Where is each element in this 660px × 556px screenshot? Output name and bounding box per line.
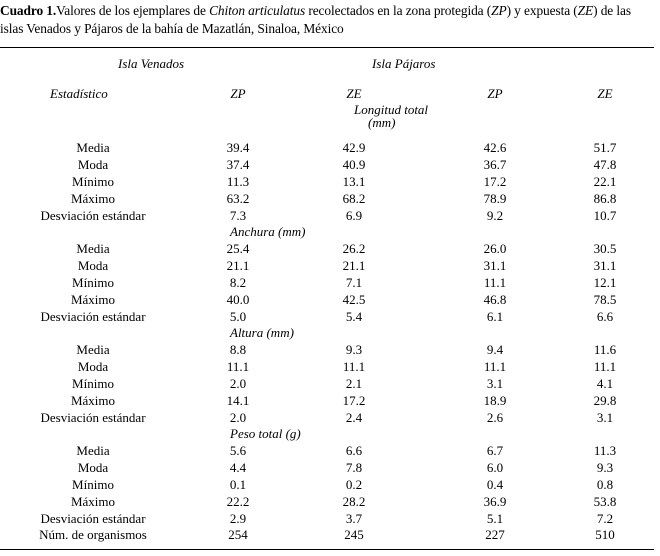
table-cell: 21.1 [342, 257, 366, 273]
table-cell: 31.1 [483, 257, 507, 273]
table-cell: 5.6 [229, 442, 247, 458]
table-cell: 51.7 [593, 140, 617, 155]
table-bottom-rule [0, 549, 654, 550]
table-cell: 2.6 [486, 409, 504, 425]
table-cell: 8.8 [229, 341, 247, 357]
table-cell: 25.4 [226, 240, 250, 256]
table-cell: 6.6 [596, 308, 614, 324]
table-cell: 68.2 [342, 190, 366, 206]
row-label: Mínimo [72, 375, 114, 391]
table-cell: 7.1 [345, 274, 363, 290]
table-cell: 10.7 [593, 207, 617, 223]
table-cell: 36.9 [483, 493, 507, 509]
table-cell: 78.5 [593, 291, 617, 307]
table-cell: 11.1 [483, 274, 507, 290]
table-cell: 13.1 [342, 173, 366, 189]
header-island-venados: Isla Venados [118, 56, 185, 71]
row-label: Mínimo [72, 173, 114, 189]
section-title-unit: (mm) [368, 115, 396, 130]
caption-text-a: Valores de los ejemplares de [56, 3, 210, 18]
table-cell: 46.8 [483, 291, 507, 307]
table-cell: 3.1 [486, 375, 504, 391]
row-label: Media [76, 240, 110, 256]
table-cell: 78.9 [483, 190, 507, 206]
table-cell: 2.4 [345, 409, 363, 425]
row-label: Máximo [70, 291, 116, 307]
caption-text-b: recolectados en la zona protegida ( [305, 3, 492, 18]
table-cell: 6.1 [486, 308, 504, 324]
row-label: Media [76, 442, 110, 458]
table-cell: 7.8 [345, 459, 363, 475]
table-cell: 11.1 [226, 358, 250, 374]
table-cell: 18.9 [483, 392, 507, 408]
row-label: Desviación estándar [40, 510, 146, 526]
caption-text-c: ) y expuesta ( [506, 3, 578, 18]
table-cell: 510 [595, 527, 615, 543]
table-cell: 11.6 [593, 341, 617, 357]
row-label: Desviación estándar [40, 409, 146, 425]
table-cell: 3.1 [596, 409, 614, 425]
table-cell: 29.8 [593, 392, 617, 408]
table-cell: 3.7 [345, 510, 363, 526]
section-title: Peso total (g) [230, 426, 301, 441]
table-cell: 2.9 [229, 510, 247, 526]
header-statistic: Estadístico [50, 86, 108, 101]
row-label: Desviación estándar [40, 308, 146, 324]
row-label: Moda [77, 156, 109, 172]
row-label: Moda [77, 459, 109, 475]
table-cell: 26.0 [483, 240, 507, 256]
header-zp-pajaros: ZP [487, 86, 503, 101]
table-cell: 245 [344, 527, 364, 543]
table-cell: 2.1 [345, 375, 363, 391]
table-cell: 6.6 [345, 442, 363, 458]
table-cell: 17.2 [342, 392, 366, 408]
table-cell: 39.4 [226, 140, 250, 155]
table-cell: 254 [228, 527, 248, 543]
table-cell: 14.1 [226, 392, 250, 408]
table-cell: 0.1 [229, 476, 247, 492]
table-cell: 6.0 [486, 459, 504, 475]
header-zp-venados: ZP [230, 86, 246, 101]
table-cell: 36.7 [483, 156, 507, 172]
table-cell: 6.9 [345, 207, 363, 223]
section-title: Anchura (mm) [230, 224, 306, 239]
table-cell: 7.2 [596, 510, 614, 526]
caption-ze: ZE [577, 3, 594, 18]
table-cell: 6.7 [486, 442, 504, 458]
table-cell: 11.3 [593, 442, 617, 458]
table-cell: 11.1 [342, 358, 366, 374]
table-cell: 2.0 [229, 409, 247, 425]
table-cell: 26.2 [342, 240, 366, 256]
table-cell: 17.2 [483, 173, 507, 189]
table-cell: 31.1 [593, 257, 617, 273]
section-title: Longitud total [354, 102, 429, 117]
table-cell: 0.4 [486, 476, 504, 492]
table-cell: 42.6 [483, 140, 507, 155]
table-cell: 9.3 [345, 341, 363, 357]
row-label: Mínimo [72, 274, 114, 290]
table-cell: 47.8 [593, 156, 617, 172]
row-label: Media [76, 140, 110, 155]
row-label: Mínimo [72, 476, 114, 492]
section-title: Altura (mm) [230, 325, 294, 340]
table-cell: 22.1 [593, 173, 617, 189]
table-cell: 7.3 [229, 207, 247, 223]
table-cell: 9.3 [596, 459, 614, 475]
table-top-rule [0, 47, 654, 48]
table-cell: 40.0 [226, 291, 250, 307]
table-cell: 5.4 [345, 308, 363, 324]
table-cell: 12.1 [593, 274, 617, 290]
header-ze-venados: ZE [346, 86, 362, 101]
table-cell: 0.2 [345, 476, 363, 492]
table-cell: 8.2 [229, 274, 247, 290]
table-caption [0, 2, 656, 38]
table-cell: 2.0 [229, 375, 247, 391]
table-cell: 11.1 [483, 358, 507, 374]
table-cell: 30.5 [593, 240, 617, 256]
row-label: Desviación estándar [40, 207, 146, 223]
caption-zp: ZP [491, 3, 507, 18]
table-cell: 37.4 [226, 156, 250, 172]
caption-label: Cuadro 1. [0, 3, 57, 18]
table-cell: 40.9 [342, 156, 366, 172]
row-label: Máximo [70, 493, 116, 509]
table-cell: 11.1 [593, 358, 617, 374]
table-cell: 5.0 [229, 308, 247, 324]
row-label: Moda [77, 257, 109, 273]
row-label: Moda [77, 358, 109, 374]
table-cell: 5.1 [486, 510, 504, 526]
caption-text-d: ) de las islas Venados y Pájaros de la bahía de Mazatlán, Sinaloa, México [0, 3, 631, 36]
row-label: Media [76, 341, 110, 357]
table-cell: 11.3 [226, 173, 250, 189]
table-cell: 9.4 [486, 341, 504, 357]
row-label: Núm. de organismos [39, 527, 147, 543]
table-cell: 4.4 [229, 459, 247, 475]
table-cell: 21.1 [226, 257, 250, 273]
table-cell: 22.2 [226, 493, 250, 509]
caption-species: Chiton articulatus [209, 3, 306, 18]
table-cell: 28.2 [342, 493, 366, 509]
table-cell: 53.8 [593, 493, 617, 509]
table-cell: 42.9 [342, 140, 366, 155]
table-cell: 86.8 [593, 190, 617, 206]
row-label: Máximo [70, 190, 116, 206]
header-island-pajaros: Isla Pájaros [372, 56, 436, 71]
header-ze-pajaros: ZE [597, 86, 613, 101]
table-cell: 42.5 [342, 291, 366, 307]
table-cell: 0.8 [596, 476, 614, 492]
table-cell: 227 [485, 527, 505, 543]
table-cell: 9.2 [486, 207, 504, 223]
table-cell: 63.2 [226, 190, 250, 206]
row-label: Máximo [70, 392, 116, 408]
table-cell: 4.1 [596, 375, 614, 391]
